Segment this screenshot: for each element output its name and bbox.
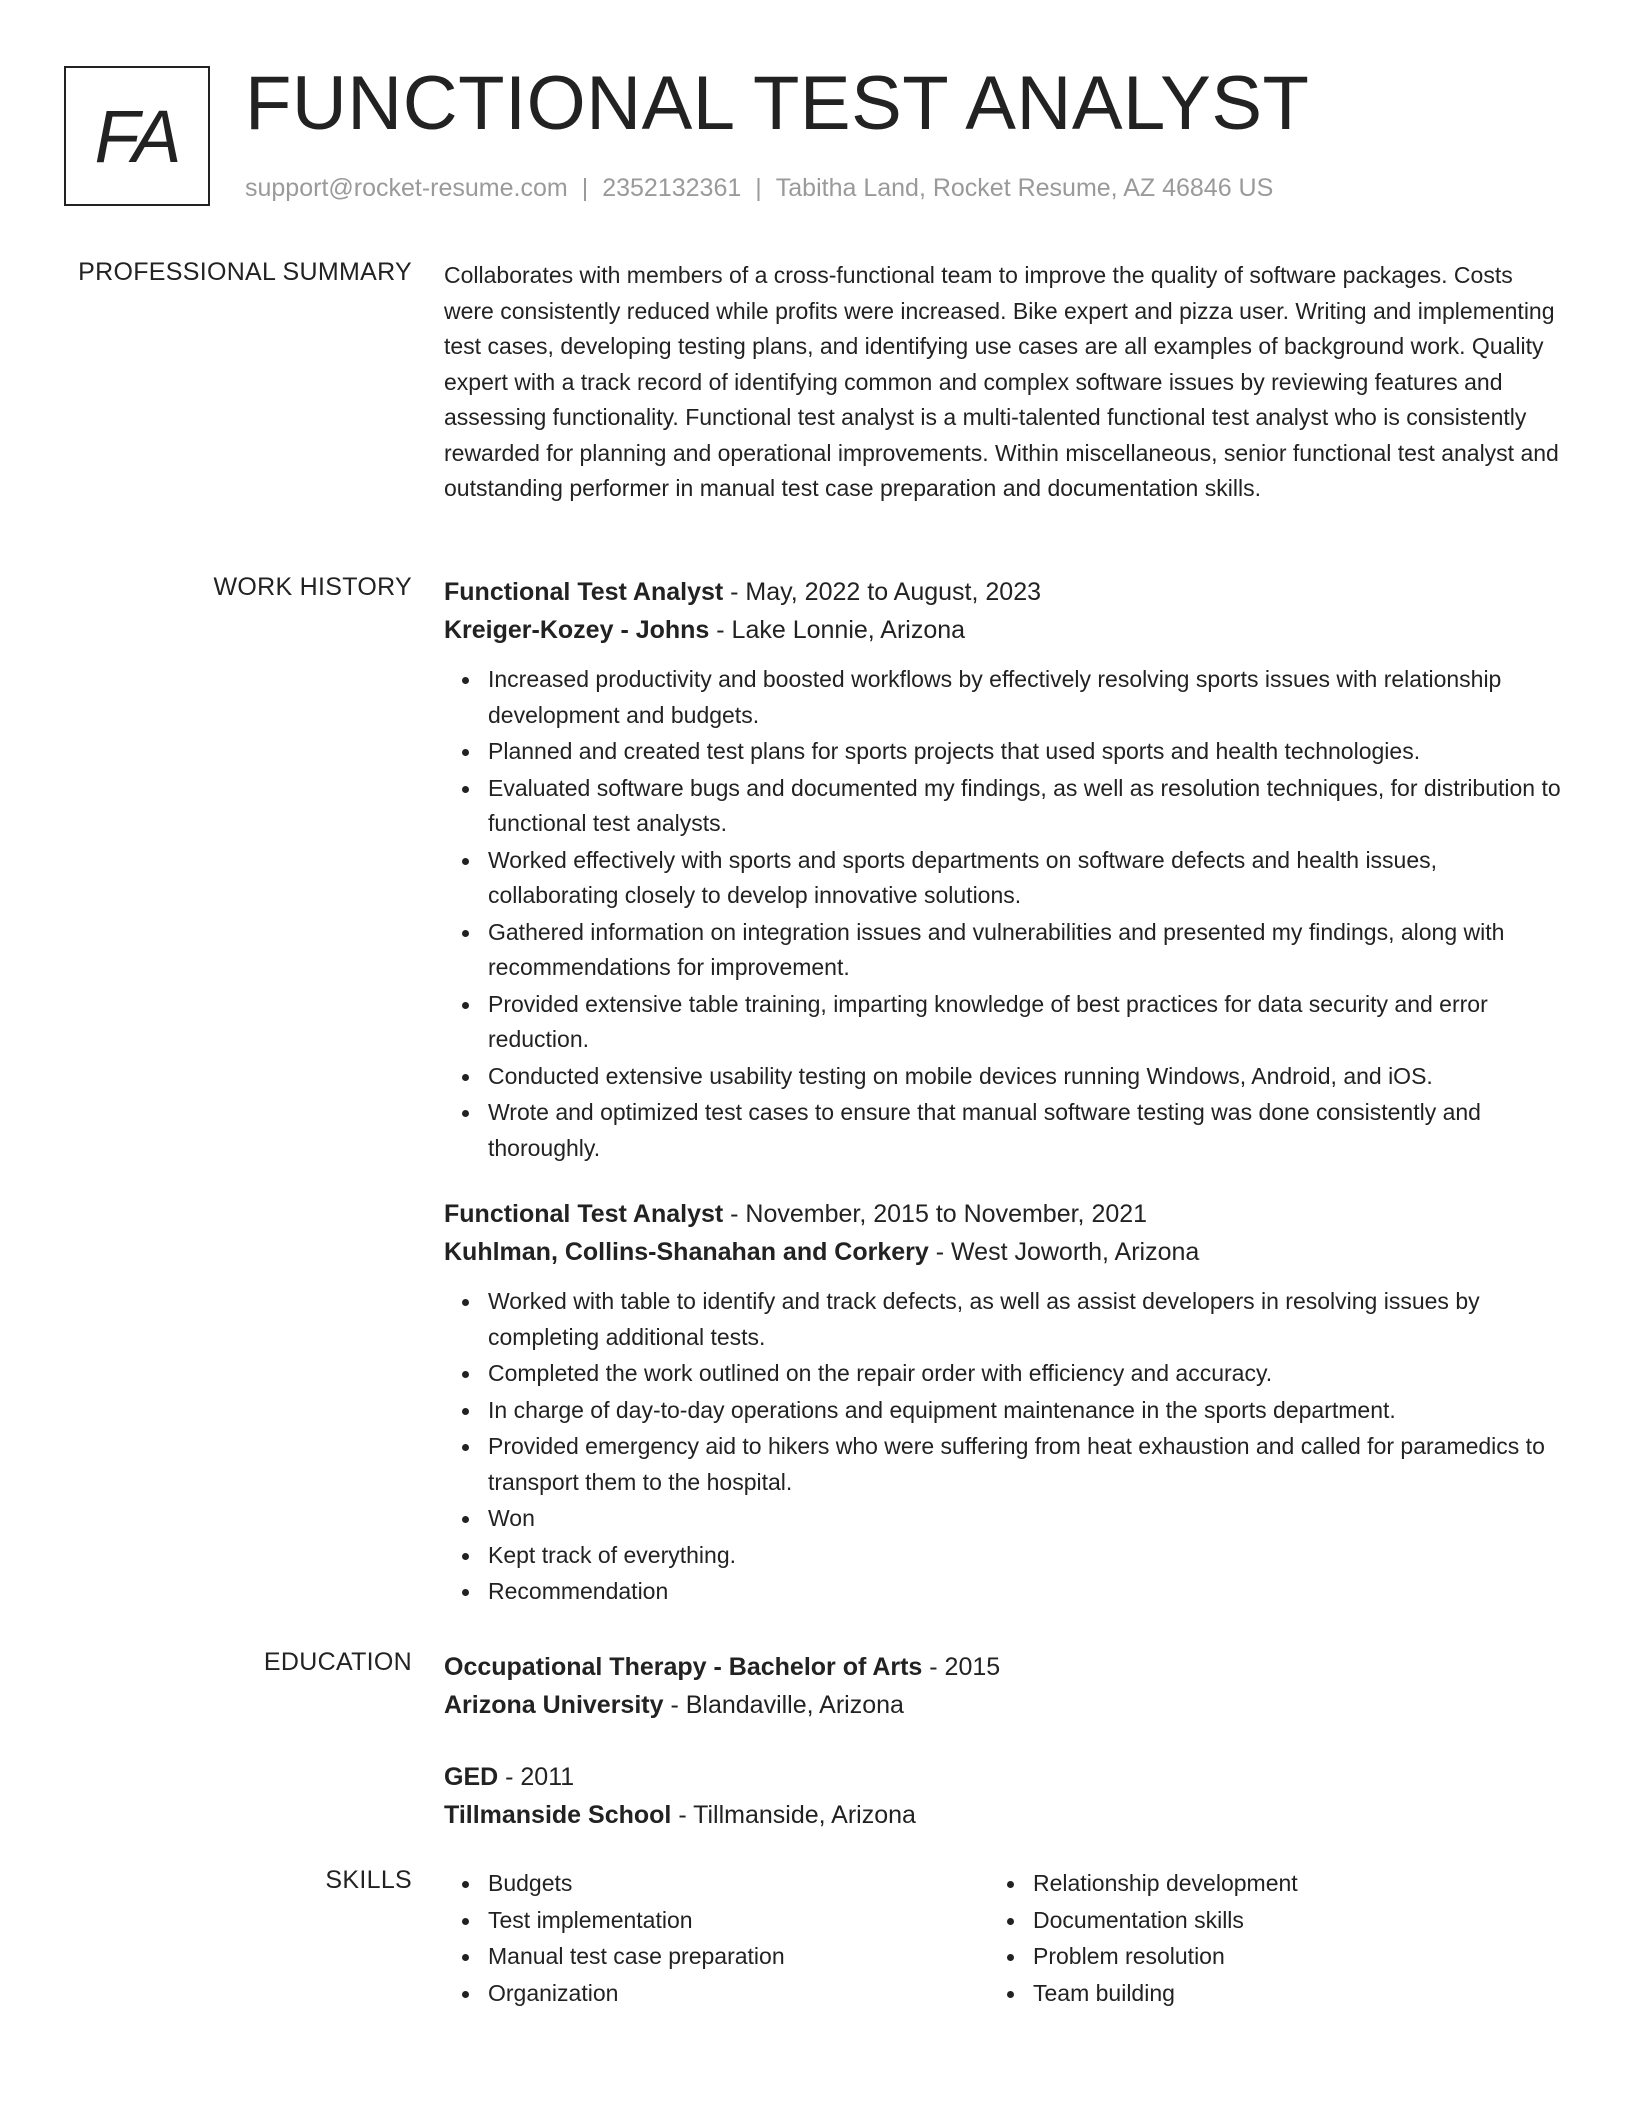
list-item: Conducted extensive usability testing on mobile devices running Windows, Android, and iOS. [488, 1059, 1564, 1096]
list-item: Completed the work outlined on the repair order with efficiency and accuracy. [488, 1356, 1564, 1393]
list-item: Worked with table to identify and track defects, as well as assist developers in resolving issues by completing additional tests. [488, 1284, 1564, 1356]
contact-email: support@rocket-resume.com [245, 174, 568, 202]
job-bullets [444, 662, 1564, 1167]
job-location: - West Joworth, Arizona [928, 1238, 1200, 1266]
list-item: Recommendation [488, 1574, 1564, 1611]
list-item: Kept track of everything. [488, 1538, 1564, 1575]
education-degree: Occupational Therapy - Bachelor of Arts [444, 1653, 923, 1681]
education-entry [444, 1758, 1564, 1834]
monogram-logo: FA [64, 66, 210, 206]
job-dates: - November, 2015 to November, 2021 [723, 1200, 1148, 1228]
section-label-education: EDUCATION [263, 1648, 412, 1676]
education-entry [444, 1648, 1564, 1724]
education-degree: GED [444, 1763, 499, 1791]
job-company: Kuhlman, Collins-Shanahan and Corkery [444, 1238, 929, 1266]
education-degree-line [444, 1648, 1564, 1686]
list-item: Gathered information on integration issues and vulnerabilities and presented my findings, along with recommendations for improvement. [488, 915, 1564, 987]
job-company: Kreiger-Kozey - Johns [444, 616, 710, 644]
list-item: Provided extensive table training, imparting knowledge of best practices for data security and error reduction. [488, 987, 1564, 1059]
education-location: - Tillmanside, Arizona [671, 1801, 916, 1829]
education-school-line [444, 1686, 1564, 1724]
skill-item: Test implementation [488, 1903, 989, 1940]
contact-line [245, 174, 1273, 203]
skill-item: Problem resolution [1033, 1939, 1534, 1976]
education-year: - 2015 [922, 1653, 1001, 1681]
job-title-line [444, 573, 1564, 611]
contact-separator: | [581, 174, 589, 202]
skill-item: Organization [488, 1976, 989, 2013]
skills-list-right [989, 1866, 1534, 2012]
skill-item: Documentation skills [1033, 1903, 1534, 1940]
education-degree-line [444, 1758, 1564, 1796]
skill-item: Manual test case preparation [488, 1939, 989, 1976]
skills-column-right [989, 1866, 1534, 2012]
work-history-body [444, 573, 1564, 1639]
education-school: Tillmanside School [444, 1801, 672, 1829]
job-title-line [444, 1195, 1564, 1233]
list-item: Increased productivity and boosted workflows by effectively resolving sports issues with relationship development and budgets. [488, 662, 1564, 734]
list-item: Won [488, 1501, 1564, 1538]
resume-title: FUNCTIONAL TEST ANALYST [245, 61, 1310, 146]
job-location: - Lake Lonnie, Arizona [709, 616, 966, 644]
list-item: In charge of day-to-day operations and equipment maintenance in the sports department. [488, 1393, 1564, 1430]
skills-column-left [444, 1866, 989, 2012]
job-company-line [444, 1233, 1564, 1271]
section-label-skills: SKILLS [325, 1866, 412, 1894]
skill-item: Team building [1033, 1976, 1534, 2013]
skill-item: Relationship development [1033, 1866, 1534, 1903]
contact-separator: | [755, 174, 762, 202]
list-item: Wrote and optimized test cases to ensure that manual software testing was done consistently and thoroughly. [488, 1095, 1564, 1167]
job-entry [444, 1195, 1564, 1611]
skills-list-left [444, 1866, 989, 2012]
job-title: Functional Test Analyst [444, 578, 724, 606]
summary-text: Collaborates with members of a cross-functional team to improve the quality of software packages. Costs were consistently reduced while profits were increased. Bike expert and pizza user. Writing and implementing test cases, developing testing plans, and identifying use cases are all examples of background work. Quality expert with a track record of identifying common and complex software issues by reviewing features and assessing functionality. Functional test analyst is a multi-talented functional test analyst who is consistently rewarded for planning and operational improvements. Within miscellaneous, senior functional test analyst and outstanding performer in manual test case preparation and documentation skills. [444, 262, 1559, 501]
section-label-work-history: WORK HISTORY [213, 573, 412, 601]
skill-item: Budgets [488, 1866, 989, 1903]
education-location: - Blandaville, Arizona [663, 1691, 904, 1719]
list-item: Planned and created test plans for sports projects that used sports and health technologies. [488, 734, 1564, 771]
education-school-line [444, 1796, 1564, 1834]
section-label-summary: PROFESSIONAL SUMMARY [78, 258, 412, 286]
job-bullets [444, 1284, 1564, 1611]
list-item: Worked effectively with sports and sports departments on software defects and health issues, collaborating closely to develop innovative solutions. [488, 843, 1564, 915]
resume-header [64, 61, 1572, 216]
skills-body [444, 1866, 1564, 2012]
skills-columns [444, 1866, 1564, 2012]
education-year: - 2011 [498, 1763, 575, 1791]
job-title: Functional Test Analyst [444, 1200, 724, 1228]
list-item: Evaluated software bugs and documented my findings, as well as resolution techniques, for distribution to functional test analysts. [488, 771, 1564, 843]
contact-address: Tabitha Land, Rocket Resume, AZ 46846 US [775, 174, 1274, 202]
education-body [444, 1648, 1564, 1868]
contact-phone: 2352132361 [602, 174, 742, 202]
summary-body [444, 258, 1564, 507]
job-entry [444, 573, 1564, 1167]
job-company-line [444, 611, 1564, 649]
education-school: Arizona University [444, 1691, 664, 1719]
job-dates: - May, 2022 to August, 2023 [723, 578, 1042, 606]
list-item: Provided emergency aid to hikers who were suffering from heat exhaustion and called for paramedics to transport them to the hospital. [488, 1429, 1564, 1501]
